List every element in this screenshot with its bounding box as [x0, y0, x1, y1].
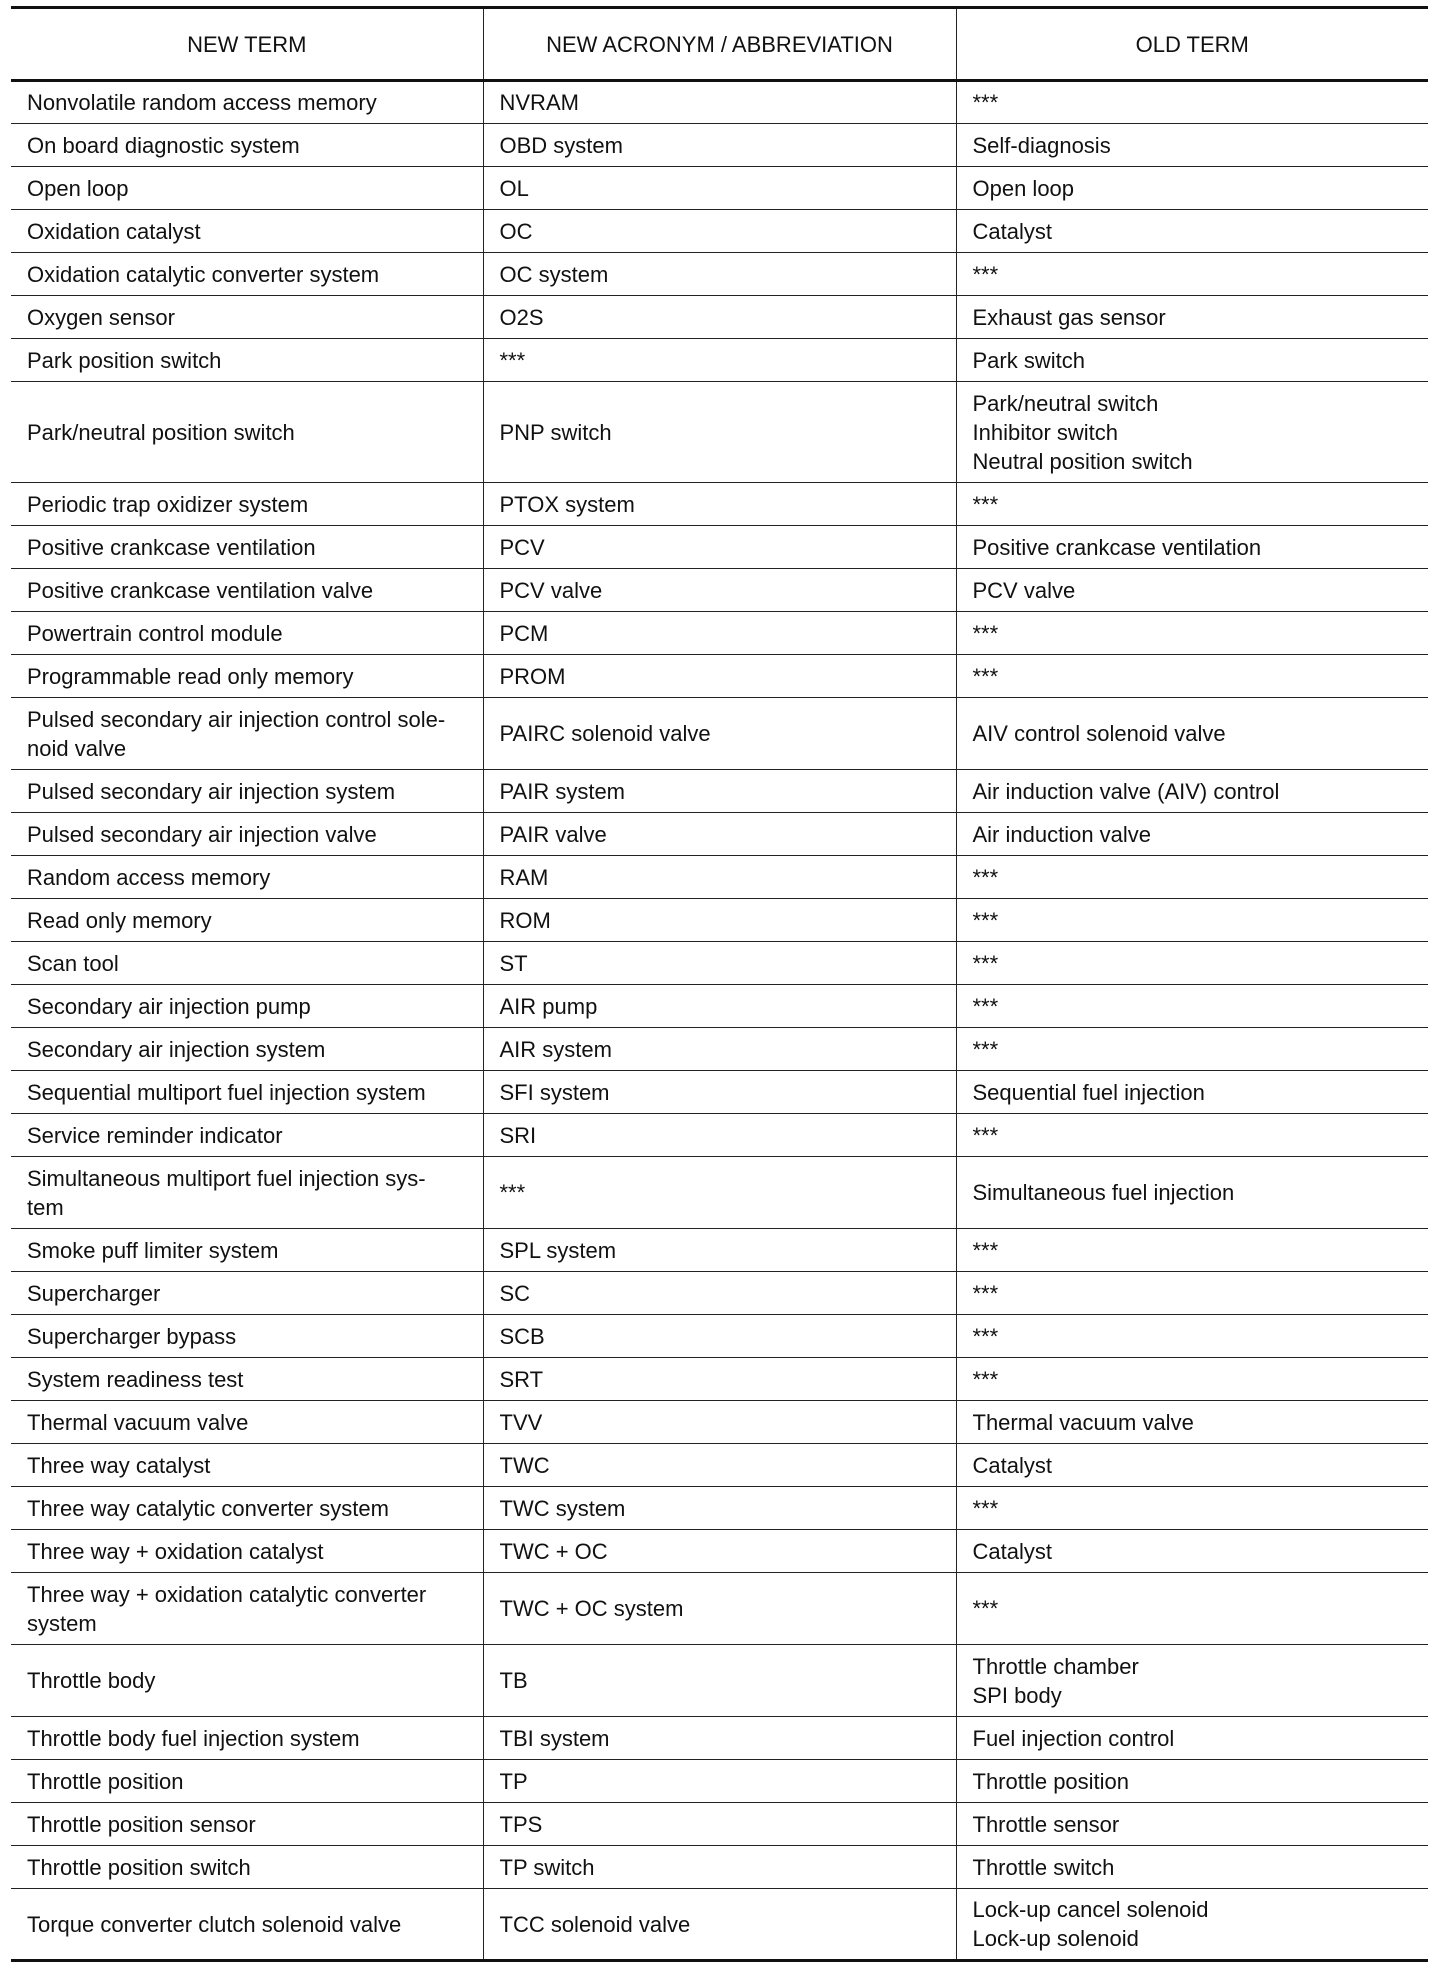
- new-term-cell: Simultaneous multiport fuel injection sys- tem: [11, 1157, 483, 1229]
- table-row: [11, 1071, 1428, 1114]
- old-term-cell: ***: [956, 1114, 1428, 1157]
- new-acronym-cell: TB: [483, 1645, 956, 1717]
- header-row: [11, 8, 1428, 81]
- new-acronym-cell: PCM: [483, 612, 956, 655]
- new-acronym-cell: TCC solenoid valve: [483, 1889, 956, 1961]
- table-row: [11, 124, 1428, 167]
- new-acronym-cell: ST: [483, 942, 956, 985]
- table-row: [11, 483, 1428, 526]
- new-term-cell: Powertrain control module: [11, 612, 483, 655]
- old-term-cell: Simultaneous fuel injection: [956, 1157, 1428, 1229]
- new-term-cell: Pulsed secondary air injection valve: [11, 813, 483, 856]
- new-acronym-cell: SC: [483, 1272, 956, 1315]
- new-acronym-cell: TVV: [483, 1401, 956, 1444]
- table-row: [11, 985, 1428, 1028]
- new-term-cell: Smoke puff limiter system: [11, 1229, 483, 1272]
- new-acronym-cell: PTOX system: [483, 483, 956, 526]
- header-new-acronym: NEW ACRONYM / ABBREVIATION: [483, 8, 956, 81]
- table-row: [11, 1114, 1428, 1157]
- old-term-cell: ***: [956, 1573, 1428, 1645]
- new-term-cell: Supercharger bypass: [11, 1315, 483, 1358]
- old-term-cell: ***: [956, 985, 1428, 1028]
- new-term-cell: Positive crankcase ventilation: [11, 526, 483, 569]
- new-term-cell: System readiness test: [11, 1358, 483, 1401]
- old-term-cell: Self-diagnosis: [956, 124, 1428, 167]
- new-term-cell: Supercharger: [11, 1272, 483, 1315]
- old-term-cell: ***: [956, 1272, 1428, 1315]
- new-acronym-cell: PCV valve: [483, 569, 956, 612]
- new-acronym-cell: SRT: [483, 1358, 956, 1401]
- table-row: [11, 813, 1428, 856]
- new-term-cell: Random access memory: [11, 856, 483, 899]
- old-term-cell: Air induction valve (AIV) control: [956, 770, 1428, 813]
- new-term-cell: Throttle body fuel injection system: [11, 1717, 483, 1760]
- old-term-cell: Throttle chamber SPI body: [956, 1645, 1428, 1717]
- new-acronym-cell: TP switch: [483, 1846, 956, 1889]
- old-term-cell: Sequential fuel injection: [956, 1071, 1428, 1114]
- table-row: [11, 1028, 1428, 1071]
- table-row: [11, 1803, 1428, 1846]
- new-term-cell: Three way catalyst: [11, 1444, 483, 1487]
- new-acronym-cell: AIR system: [483, 1028, 956, 1071]
- table-row: [11, 569, 1428, 612]
- new-acronym-cell: ***: [483, 1157, 956, 1229]
- new-acronym-cell: TWC + OC system: [483, 1573, 956, 1645]
- new-acronym-cell: SRI: [483, 1114, 956, 1157]
- new-acronym-cell: SCB: [483, 1315, 956, 1358]
- header-new-term: NEW TERM: [11, 8, 483, 81]
- old-term-cell: AIV control solenoid valve: [956, 698, 1428, 770]
- old-term-cell: Park switch: [956, 339, 1428, 382]
- table-row: [11, 1157, 1428, 1229]
- old-term-cell: Air induction valve: [956, 813, 1428, 856]
- old-term-cell: ***: [956, 81, 1428, 124]
- new-acronym-cell: PROM: [483, 655, 956, 698]
- new-acronym-cell: SPL system: [483, 1229, 956, 1272]
- old-term-cell: Throttle position: [956, 1760, 1428, 1803]
- new-acronym-cell: O2S: [483, 296, 956, 339]
- table-row: [11, 1760, 1428, 1803]
- old-term-cell: Exhaust gas sensor: [956, 296, 1428, 339]
- new-acronym-cell: OL: [483, 167, 956, 210]
- new-term-cell: Nonvolatile random access memory: [11, 81, 483, 124]
- terminology-table: [11, 6, 1428, 1962]
- table-row: [11, 253, 1428, 296]
- old-term-cell: Lock-up cancel solenoid Lock-up solenoid: [956, 1889, 1428, 1961]
- new-term-cell: Periodic trap oxidizer system: [11, 483, 483, 526]
- table-row: [11, 1573, 1428, 1645]
- new-term-cell: Three way + oxidation catalyst: [11, 1530, 483, 1573]
- old-term-cell: ***: [956, 1315, 1428, 1358]
- table-row: [11, 1358, 1428, 1401]
- table-row: [11, 167, 1428, 210]
- new-acronym-cell: OC: [483, 210, 956, 253]
- table-row: [11, 770, 1428, 813]
- old-term-cell: Catalyst: [956, 1444, 1428, 1487]
- new-acronym-cell: ***: [483, 339, 956, 382]
- old-term-cell: Positive crankcase ventilation: [956, 526, 1428, 569]
- old-term-cell: Catalyst: [956, 210, 1428, 253]
- table-row: [11, 942, 1428, 985]
- old-term-cell: Open loop: [956, 167, 1428, 210]
- table-row: [11, 1530, 1428, 1573]
- new-acronym-cell: AIR pump: [483, 985, 956, 1028]
- new-term-cell: Oxidation catalytic converter system: [11, 253, 483, 296]
- new-acronym-cell: RAM: [483, 856, 956, 899]
- old-term-cell: Throttle switch: [956, 1846, 1428, 1889]
- new-term-cell: Oxidation catalyst: [11, 210, 483, 253]
- old-term-cell: ***: [956, 612, 1428, 655]
- new-term-cell: Oxygen sensor: [11, 296, 483, 339]
- table-row: [11, 296, 1428, 339]
- new-acronym-cell: ROM: [483, 899, 956, 942]
- new-term-cell: Open loop: [11, 167, 483, 210]
- table-row: [11, 612, 1428, 655]
- old-term-cell: ***: [956, 942, 1428, 985]
- old-term-cell: ***: [956, 483, 1428, 526]
- new-acronym-cell: PAIR system: [483, 770, 956, 813]
- new-term-cell: Sequential multiport fuel injection system: [11, 1071, 483, 1114]
- new-acronym-cell: NVRAM: [483, 81, 956, 124]
- old-term-cell: ***: [956, 253, 1428, 296]
- new-acronym-cell: TWC + OC: [483, 1530, 956, 1573]
- table-row: [11, 1487, 1428, 1530]
- table-row: [11, 81, 1428, 124]
- old-term-cell: Park/neutral switch Inhibitor switch Neutral position switch: [956, 382, 1428, 483]
- new-term-cell: Positive crankcase ventilation valve: [11, 569, 483, 612]
- table-row: [11, 698, 1428, 770]
- table-row: [11, 339, 1428, 382]
- old-term-cell: ***: [956, 1358, 1428, 1401]
- new-term-cell: Park position switch: [11, 339, 483, 382]
- new-acronym-cell: TP: [483, 1760, 956, 1803]
- new-term-cell: Three way + oxidation catalytic converter system: [11, 1573, 483, 1645]
- old-term-cell: Thermal vacuum valve: [956, 1401, 1428, 1444]
- old-term-cell: ***: [956, 655, 1428, 698]
- table-row: [11, 655, 1428, 698]
- old-term-cell: ***: [956, 1229, 1428, 1272]
- new-acronym-cell: TWC: [483, 1444, 956, 1487]
- table-row: [11, 1272, 1428, 1315]
- new-term-cell: Pulsed secondary air injection control sole- noid valve: [11, 698, 483, 770]
- new-acronym-cell: PNP switch: [483, 382, 956, 483]
- new-term-cell: Scan tool: [11, 942, 483, 985]
- table-row: [11, 210, 1428, 253]
- new-acronym-cell: OC system: [483, 253, 956, 296]
- table-row: [11, 1315, 1428, 1358]
- new-term-cell: Three way catalytic converter system: [11, 1487, 483, 1530]
- table-row: [11, 1444, 1428, 1487]
- old-term-cell: ***: [956, 899, 1428, 942]
- table-header: [11, 8, 1428, 81]
- new-term-cell: Service reminder indicator: [11, 1114, 483, 1157]
- header-old-term: OLD TERM: [956, 8, 1428, 81]
- table-row: [11, 1229, 1428, 1272]
- new-acronym-cell: PAIR valve: [483, 813, 956, 856]
- new-acronym-cell: TWC system: [483, 1487, 956, 1530]
- table-body: [11, 81, 1428, 1961]
- new-term-cell: Throttle position: [11, 1760, 483, 1803]
- new-term-cell: Throttle position switch: [11, 1846, 483, 1889]
- new-term-cell: Thermal vacuum valve: [11, 1401, 483, 1444]
- new-acronym-cell: SFI system: [483, 1071, 956, 1114]
- new-acronym-cell: OBD system: [483, 124, 956, 167]
- table-row: [11, 1401, 1428, 1444]
- old-term-cell: Catalyst: [956, 1530, 1428, 1573]
- table-row: [11, 526, 1428, 569]
- new-term-cell: Secondary air injection system: [11, 1028, 483, 1071]
- new-term-cell: Torque converter clutch solenoid valve: [11, 1889, 483, 1961]
- table-row: [11, 1645, 1428, 1717]
- table-row: [11, 856, 1428, 899]
- old-term-cell: Throttle sensor: [956, 1803, 1428, 1846]
- new-term-cell: On board diagnostic system: [11, 124, 483, 167]
- old-term-cell: ***: [956, 1028, 1428, 1071]
- old-term-cell: ***: [956, 1487, 1428, 1530]
- old-term-cell: PCV valve: [956, 569, 1428, 612]
- new-term-cell: Pulsed secondary air injection system: [11, 770, 483, 813]
- new-term-cell: Park/neutral position switch: [11, 382, 483, 483]
- new-acronym-cell: PCV: [483, 526, 956, 569]
- new-term-cell: Throttle body: [11, 1645, 483, 1717]
- table-row: [11, 382, 1428, 483]
- old-term-cell: ***: [956, 856, 1428, 899]
- new-term-cell: Programmable read only memory: [11, 655, 483, 698]
- table-row: [11, 1717, 1428, 1760]
- new-acronym-cell: TBI system: [483, 1717, 956, 1760]
- new-term-cell: Read only memory: [11, 899, 483, 942]
- table-row: [11, 1846, 1428, 1889]
- new-term-cell: Secondary air injection pump: [11, 985, 483, 1028]
- old-term-cell: Fuel injection control: [956, 1717, 1428, 1760]
- new-term-cell: Throttle position sensor: [11, 1803, 483, 1846]
- new-acronym-cell: TPS: [483, 1803, 956, 1846]
- table-row: [11, 1889, 1428, 1961]
- table-row: [11, 899, 1428, 942]
- new-acronym-cell: PAIRC solenoid valve: [483, 698, 956, 770]
